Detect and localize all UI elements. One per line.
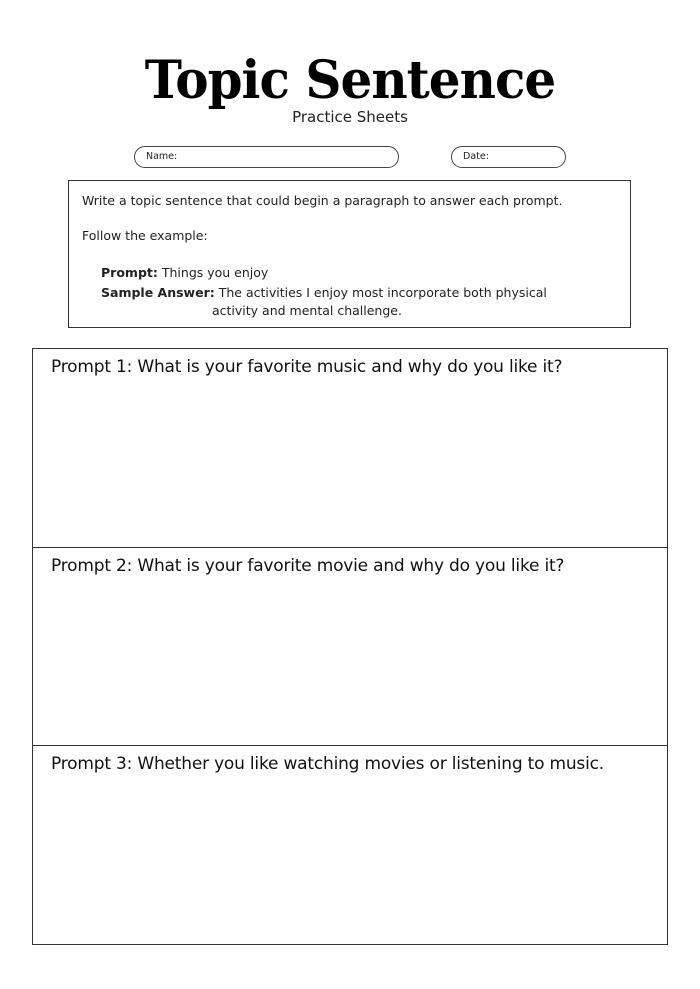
example-prompt-text: Things you enjoy [161, 265, 269, 280]
prompt-3-answer-area[interactable] [33, 746, 667, 944]
example-answer-label: Sample Answer: [101, 285, 215, 300]
instruction-text: Write a topic sentence that could begin a paragraph to answer each prompt. [82, 193, 563, 208]
prompt-2-answer-area[interactable] [33, 548, 667, 746]
prompt-1-answer-area[interactable] [33, 349, 667, 548]
example-prompt [101, 265, 268, 280]
answer-sheet [32, 348, 668, 945]
name-field[interactable] [134, 146, 399, 168]
page-subtitle: Practice Sheets [292, 108, 408, 126]
date-field[interactable] [451, 146, 566, 168]
follow-example-text: Follow the example: [82, 228, 208, 243]
date-label: Date: [463, 151, 489, 162]
page-title: Topic Sentence [144, 48, 556, 111]
prompt-2-text: Prompt 2: What is your favorite movie and why do you like it? [51, 556, 565, 576]
example-answer-line1: The activities I enjoy most incorporate both physical [218, 285, 547, 300]
prompt-1-text: Prompt 1: What is your favorite music and why do you like it? [51, 357, 563, 377]
example-answer [101, 285, 547, 300]
prompt-3-text: Prompt 3: Whether you like watching movies or listening to music. [51, 754, 604, 774]
example-prompt-label: Prompt: [101, 265, 158, 280]
name-label: Name: [146, 151, 178, 162]
example-answer-line2: activity and mental challenge. [212, 303, 402, 318]
instructions-box [68, 180, 631, 328]
